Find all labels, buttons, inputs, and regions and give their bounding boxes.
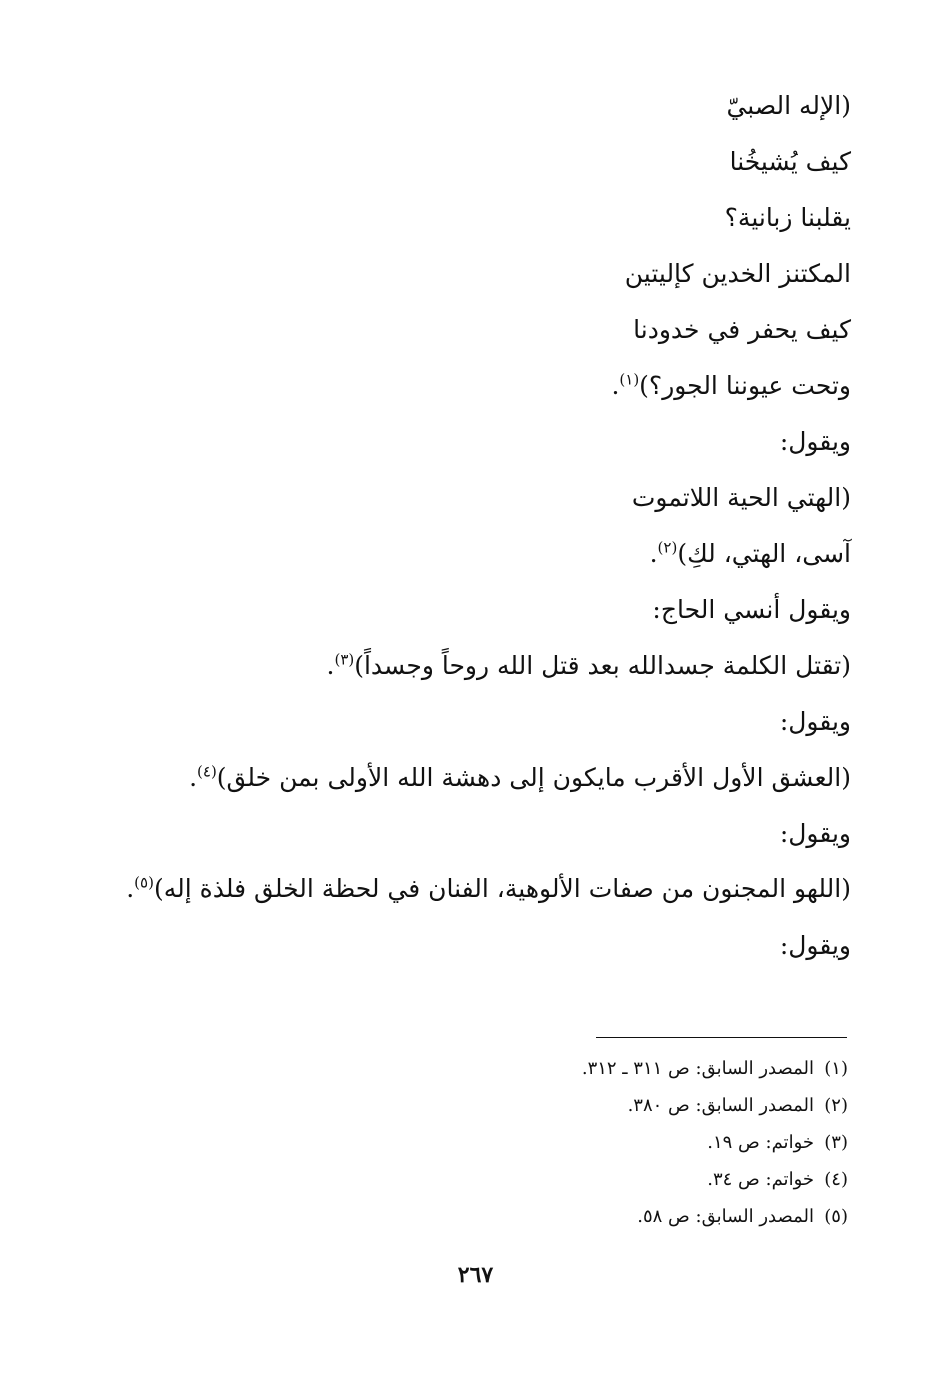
quote-line: (العشق الأول الأقرب مايكون إلى دهشة الله الأولى بمن خلق)$^{(٤)}$.: [189, 762, 851, 792]
main-text: [101, 78, 851, 974]
footnote-text: المصدر السابق: ص ٥٨.: [637, 1206, 814, 1227]
verse-line: وتحت عيوننا الجور؟)$^{(١)}$.: [611, 370, 851, 400]
footnote-text: المصدر السابق: ص ٣١١ ـ ٣١٢.: [581, 1058, 814, 1079]
speaker-line: ويقول:: [779, 707, 851, 736]
quote-paragraph: (اللهو المجنون من صفات الألوهية، الفنان في لحظة الخلق فلذة إله)$^{(٥)}$.: [126, 873, 851, 903]
verse-line: آسى، الهتي، لكِ)$^{(٢)}$.: [649, 538, 851, 568]
footnote-text: خواتم: ص ١٩.: [707, 1132, 814, 1153]
footnote-item: [248, 1050, 848, 1087]
speaker-line: ويقول:: [779, 931, 851, 960]
footnote-item: [248, 1161, 848, 1198]
verse-line: المكتنز الخدين كإليتين: [624, 259, 851, 288]
footnote-number: (٥): [824, 1206, 848, 1227]
footnote-item: [248, 1087, 848, 1124]
verse-line: كيف يحفر في خدودنا: [633, 315, 851, 344]
footnote-item: [248, 1124, 848, 1161]
footnote-marker[interactable]: (٥): [134, 873, 154, 892]
footnote-divider: [596, 1037, 847, 1038]
verse-line: (الهتي الحية اللاتموت: [631, 483, 851, 512]
verse-line: كيف يُشيخُنا: [729, 147, 851, 176]
quote-line: (تقتل الكلمة جسدالله بعد قتل الله روحاً وجسداً)$^{(٣)}$.: [326, 650, 851, 680]
footnote-marker[interactable]: (١): [619, 370, 640, 389]
verse-line: (الإله الصبيّ: [726, 91, 851, 120]
footnote-marker[interactable]: (٤): [197, 762, 217, 781]
footnote-marker[interactable]: (٢): [657, 538, 678, 557]
footnote-number: (٤): [824, 1169, 848, 1190]
verse-line: يقلبنا زبانية؟: [724, 203, 851, 232]
speaker-line: ويقول:: [779, 427, 851, 456]
footnote-number: (١): [824, 1058, 848, 1079]
footnote-item: [248, 1198, 848, 1235]
footnote-marker[interactable]: (٣): [334, 650, 355, 669]
footnote-text: المصدر السابق: ص ٣٨٠.: [627, 1095, 814, 1116]
footnote-number: (٣): [824, 1132, 848, 1153]
speaker-line: ويقول أنسي الحاج:: [652, 595, 851, 624]
footnote-text: خواتم: ص ٣٤.: [707, 1169, 814, 1190]
page-number: ٢٦٧: [457, 1262, 494, 1288]
footnote-number: (٢): [824, 1095, 848, 1116]
speaker-line: ويقول:: [779, 819, 851, 848]
footnotes: [248, 1050, 848, 1235]
